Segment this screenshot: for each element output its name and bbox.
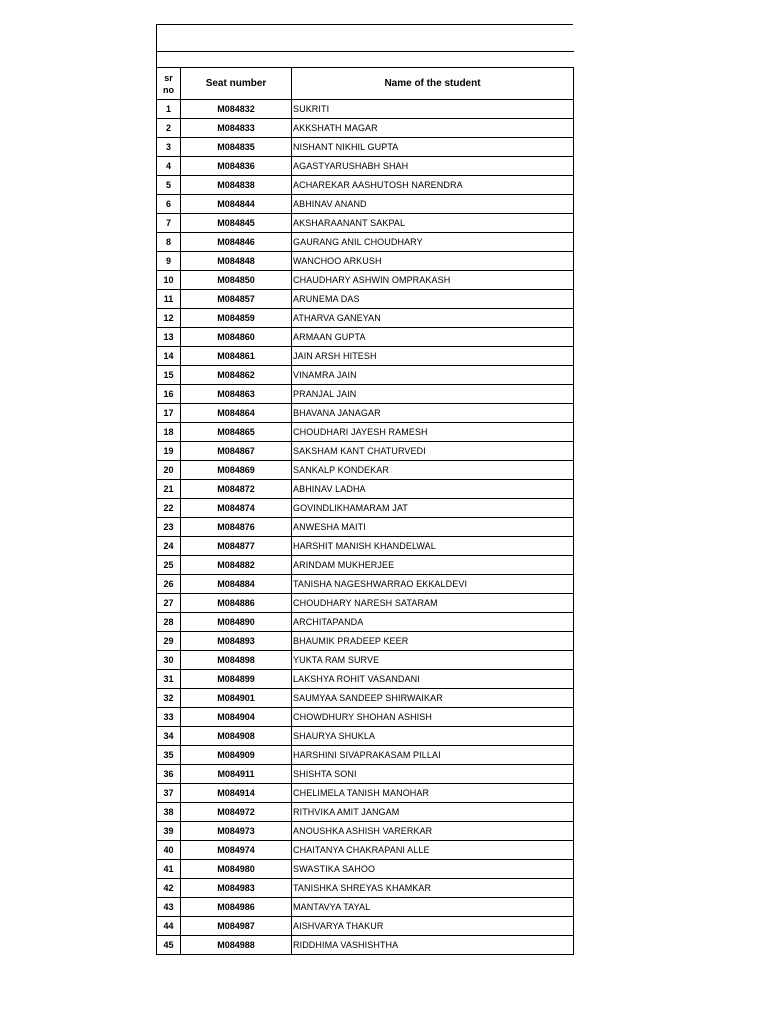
- table-row: [157, 594, 574, 613]
- sr-no-cell: 26: [157, 575, 181, 594]
- sr-no-cell: 22: [157, 499, 181, 518]
- sr-no-cell: 43: [157, 898, 181, 917]
- table-row: [157, 917, 574, 936]
- sr-no-cell: 6: [157, 195, 181, 214]
- column-header-sr-no: [157, 68, 181, 100]
- seat-number-cell: M084911: [181, 765, 292, 784]
- seat-number-cell: M084869: [181, 461, 292, 480]
- student-name-cell: SANKALP KONDEKAR: [292, 461, 574, 480]
- student-name-cell: CHOUDHARI JAYESH RAMESH: [292, 423, 574, 442]
- sr-no-cell: 4: [157, 157, 181, 176]
- header-divider: [157, 51, 574, 52]
- seat-number-cell: M084861: [181, 347, 292, 366]
- student-name-cell: YUKTA RAM SURVE: [292, 651, 574, 670]
- student-name-cell: SWASTIKA SAHOO: [292, 860, 574, 879]
- table-row: [157, 461, 574, 480]
- sr-no-cell: 44: [157, 917, 181, 936]
- student-name-cell: ACHAREKAR AASHUTOSH NARENDRA: [292, 176, 574, 195]
- sr-no-cell: 19: [157, 442, 181, 461]
- table-row: [157, 556, 574, 575]
- student-name-cell: SHISHTA SONI: [292, 765, 574, 784]
- student-name-cell: ANWESHA MAITI: [292, 518, 574, 537]
- seat-number-cell: M084844: [181, 195, 292, 214]
- student-name-cell: AKKSHATH MAGAR: [292, 119, 574, 138]
- sheet-subtitle: [163, 53, 567, 67]
- sr-no-cell: 41: [157, 860, 181, 879]
- sr-no-cell: 15: [157, 366, 181, 385]
- student-name-cell: NISHANT NIKHIL GUPTA: [292, 138, 574, 157]
- sr-no-cell: 1: [157, 100, 181, 119]
- sr-no-cell: 33: [157, 708, 181, 727]
- table-row: [157, 708, 574, 727]
- student-name-cell: LAKSHYA ROHIT VASANDANI: [292, 670, 574, 689]
- seat-number-cell: M084980: [181, 860, 292, 879]
- table-row: [157, 309, 574, 328]
- sr-no-cell: 27: [157, 594, 181, 613]
- seat-number-cell: M084986: [181, 898, 292, 917]
- seat-number-cell: M084850: [181, 271, 292, 290]
- table-header-row: [157, 68, 574, 100]
- seat-number-cell: M084848: [181, 252, 292, 271]
- seat-number-cell: M084845: [181, 214, 292, 233]
- student-name-cell: TANISHA NAGESHWARRAO EKKALDEVI: [292, 575, 574, 594]
- sheet-title: [163, 29, 567, 47]
- seat-number-cell: M084909: [181, 746, 292, 765]
- sr-no-cell: 16: [157, 385, 181, 404]
- student-name-cell: GAURANG ANIL CHOUDHARY: [292, 233, 574, 252]
- table-row: [157, 822, 574, 841]
- seat-number-cell: M084857: [181, 290, 292, 309]
- table-row: [157, 537, 574, 556]
- table-row: [157, 518, 574, 537]
- student-name-cell: ANOUSHKA ASHISH VARERKAR: [292, 822, 574, 841]
- seat-number-cell: M084904: [181, 708, 292, 727]
- student-name-cell: RIDDHIMA VASHISHTHA: [292, 936, 574, 955]
- seat-number-cell: M084882: [181, 556, 292, 575]
- sr-no-cell: 29: [157, 632, 181, 651]
- seat-number-cell: M084833: [181, 119, 292, 138]
- student-name-cell: HARSHINI SIVAPRAKASAM PILLAI: [292, 746, 574, 765]
- seat-number-cell: M084987: [181, 917, 292, 936]
- student-name-cell: MANTAVYA TAYAL: [292, 898, 574, 917]
- sr-no-cell: 13: [157, 328, 181, 347]
- seat-number-cell: M084865: [181, 423, 292, 442]
- student-name-cell: HARSHIT MANISH KHANDELWAL: [292, 537, 574, 556]
- sheet-header-frame: [156, 24, 573, 68]
- sr-no-cell: 7: [157, 214, 181, 233]
- seat-number-cell: M084908: [181, 727, 292, 746]
- student-name-cell: ARINDAM MUKHERJEE: [292, 556, 574, 575]
- seat-number-cell: M084884: [181, 575, 292, 594]
- seat-number-cell: M084886: [181, 594, 292, 613]
- table-row: [157, 803, 574, 822]
- sr-no-cell: 35: [157, 746, 181, 765]
- sr-no-cell: 31: [157, 670, 181, 689]
- sr-no-cell: 25: [157, 556, 181, 575]
- student-name-cell: PRANJAL JAIN: [292, 385, 574, 404]
- table-row: [157, 860, 574, 879]
- table-row: [157, 442, 574, 461]
- sr-no-cell: 28: [157, 613, 181, 632]
- table-row: [157, 670, 574, 689]
- table-row: [157, 784, 574, 803]
- student-name-cell: SUKRITI: [292, 100, 574, 119]
- seat-number-cell: M084859: [181, 309, 292, 328]
- table-row: [157, 480, 574, 499]
- table-row: [157, 290, 574, 309]
- seat-number-cell: M084914: [181, 784, 292, 803]
- table-row: [157, 328, 574, 347]
- table-row: [157, 689, 574, 708]
- sr-no-cell: 10: [157, 271, 181, 290]
- table-row: [157, 898, 574, 917]
- table-row: [157, 765, 574, 784]
- seat-number-cell: M084838: [181, 176, 292, 195]
- table-row: [157, 404, 574, 423]
- sr-no-cell: 23: [157, 518, 181, 537]
- sr-no-cell: 18: [157, 423, 181, 442]
- seat-number-cell: M084872: [181, 480, 292, 499]
- seat-number-cell: M084983: [181, 879, 292, 898]
- student-name-cell: JAIN ARSH HITESH: [292, 347, 574, 366]
- table-row: [157, 385, 574, 404]
- seat-number-cell: M084901: [181, 689, 292, 708]
- table-row: [157, 746, 574, 765]
- student-name-cell: AISHVARYA THAKUR: [292, 917, 574, 936]
- sr-no-cell: 8: [157, 233, 181, 252]
- table-row: [157, 195, 574, 214]
- sr-no-cell: 5: [157, 176, 181, 195]
- seat-number-cell: M084846: [181, 233, 292, 252]
- sr-no-cell: 17: [157, 404, 181, 423]
- table-row: [157, 366, 574, 385]
- student-name-cell: CHELIMELA TANISH MANOHAR: [292, 784, 574, 803]
- seat-number-cell: M084863: [181, 385, 292, 404]
- student-name-cell: ATHARVA GANEYAN: [292, 309, 574, 328]
- seat-number-cell: M084974: [181, 841, 292, 860]
- student-name-cell: ARMAAN GUPTA: [292, 328, 574, 347]
- sr-no-cell: 9: [157, 252, 181, 271]
- sr-no-cell: 39: [157, 822, 181, 841]
- sr-no-cell: 34: [157, 727, 181, 746]
- student-name-cell: CHAUDHARY ASHWIN OMPRAKASH: [292, 271, 574, 290]
- seat-number-cell: M084899: [181, 670, 292, 689]
- table-row: [157, 841, 574, 860]
- sr-no-cell: 30: [157, 651, 181, 670]
- seat-number-cell: M084862: [181, 366, 292, 385]
- student-name-cell: SAUMYAA SANDEEP SHIRWAIKAR: [292, 689, 574, 708]
- table-row: [157, 879, 574, 898]
- student-name-cell: WANCHOO ARKUSH: [292, 252, 574, 271]
- student-name-cell: AGASTYARUSHABH SHAH: [292, 157, 574, 176]
- sr-no-cell: 45: [157, 936, 181, 955]
- table-row: [157, 727, 574, 746]
- sr-no-cell: 37: [157, 784, 181, 803]
- student-name-cell: RITHVIKA AMIT JANGAM: [292, 803, 574, 822]
- table-row: [157, 138, 574, 157]
- sr-no-cell: 2: [157, 119, 181, 138]
- student-name-cell: SAKSHAM KANT CHATURVEDI: [292, 442, 574, 461]
- seat-number-cell: M084876: [181, 518, 292, 537]
- sr-no-cell: 32: [157, 689, 181, 708]
- student-name-cell: SHAURYA SHUKLA: [292, 727, 574, 746]
- table-row: [157, 575, 574, 594]
- seat-number-cell: M084874: [181, 499, 292, 518]
- column-header-student-name: Name of the student: [292, 68, 574, 100]
- student-name-cell: CHOUDHARY NARESH SATARAM: [292, 594, 574, 613]
- sr-no-cell: 36: [157, 765, 181, 784]
- table-row: [157, 632, 574, 651]
- sr-no-cell: 21: [157, 480, 181, 499]
- student-name-cell: ABHINAV ANAND: [292, 195, 574, 214]
- table-body: [157, 100, 574, 955]
- table-row: [157, 176, 574, 195]
- table-row: [157, 233, 574, 252]
- student-name-cell: TANISHKA SHREYAS KHAMKAR: [292, 879, 574, 898]
- seat-number-cell: M084898: [181, 651, 292, 670]
- seat-number-cell: M084836: [181, 157, 292, 176]
- table-row: [157, 347, 574, 366]
- student-name-cell: AKSHARAANANT SAKPAL: [292, 214, 574, 233]
- seat-number-cell: M084988: [181, 936, 292, 955]
- column-header-seat-number: Seat number: [181, 68, 292, 100]
- student-name-cell: CHOWDHURY SHOHAN ASHISH: [292, 708, 574, 727]
- seat-number-cell: M084832: [181, 100, 292, 119]
- student-name-cell: GOVINDLIKHAMARAM JAT: [292, 499, 574, 518]
- student-name-cell: VINAMRA JAIN: [292, 366, 574, 385]
- student-name-cell: ABHINAV LADHA: [292, 480, 574, 499]
- seat-number-cell: M084893: [181, 632, 292, 651]
- student-name-cell: ARUNEMA DAS: [292, 290, 574, 309]
- seat-number-cell: M084864: [181, 404, 292, 423]
- sr-no-cell: 12: [157, 309, 181, 328]
- sr-no-cell: 11: [157, 290, 181, 309]
- table-row: [157, 613, 574, 632]
- table-row: [157, 157, 574, 176]
- table-row: [157, 100, 574, 119]
- seat-number-cell: M084835: [181, 138, 292, 157]
- table-row: [157, 214, 574, 233]
- seat-number-cell: M084860: [181, 328, 292, 347]
- table-row: [157, 252, 574, 271]
- table-row: [157, 119, 574, 138]
- seat-number-cell: M084890: [181, 613, 292, 632]
- table-row: [157, 271, 574, 290]
- sr-no-cell: 20: [157, 461, 181, 480]
- table-row: [157, 499, 574, 518]
- seat-number-cell: M084973: [181, 822, 292, 841]
- student-name-cell: ARCHITAPANDA: [292, 613, 574, 632]
- column-header-sr-no-label: sr no: [163, 72, 174, 95]
- sr-no-cell: 3: [157, 138, 181, 157]
- student-name-cell: BHAVANA JANAGAR: [292, 404, 574, 423]
- table-row: [157, 651, 574, 670]
- table-row: [157, 423, 574, 442]
- sr-no-cell: 42: [157, 879, 181, 898]
- sr-no-cell: 38: [157, 803, 181, 822]
- student-name-cell: BHAUMIK PRADEEP KEER: [292, 632, 574, 651]
- student-name-cell: CHAITANYA CHAKRAPANI ALLE: [292, 841, 574, 860]
- table-row: [157, 936, 574, 955]
- sr-no-cell: 14: [157, 347, 181, 366]
- seat-number-cell: M084867: [181, 442, 292, 461]
- sr-no-cell: 24: [157, 537, 181, 556]
- seat-number-cell: M084972: [181, 803, 292, 822]
- student-table: [156, 67, 574, 955]
- seat-number-cell: M084877: [181, 537, 292, 556]
- sr-no-cell: 40: [157, 841, 181, 860]
